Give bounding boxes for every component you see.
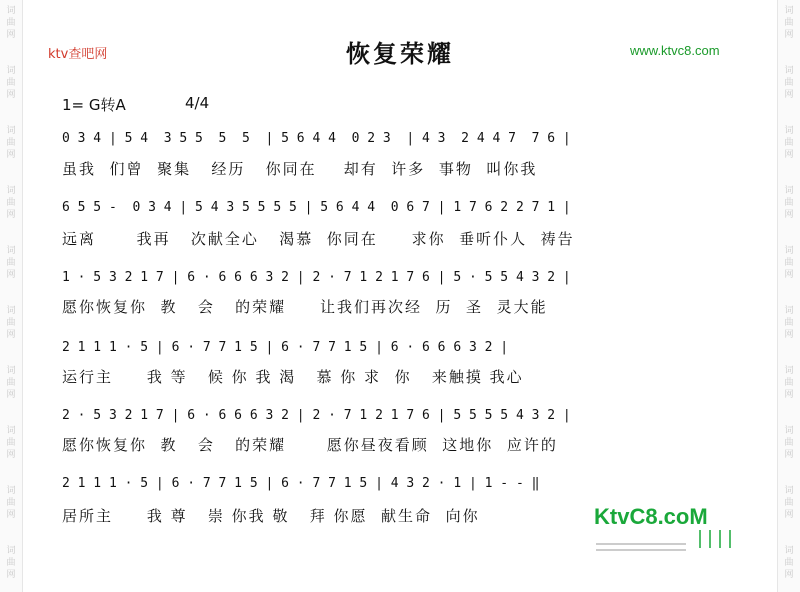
margin-mark: 曲 xyxy=(6,198,16,208)
margin-mark: 词 xyxy=(6,6,16,16)
margin-mark: 词 xyxy=(6,366,16,376)
margin-mark: 网 xyxy=(6,90,16,100)
song-title: 恢复荣耀 xyxy=(346,39,454,68)
margin-mark: 网 xyxy=(6,510,16,520)
margin-mark: 词 xyxy=(6,66,16,76)
notation-line-5: 2 · 5 3 2 1 7 | 6 · 6 6 6 3 2 | 2 · 7 1 2 1 7 6 | 5 5 5 5 4 3 2 | xyxy=(62,408,571,423)
margin-mark: 曲 xyxy=(784,198,794,208)
notation-line-3: 1 · 5 3 2 1 7 | 6 · 6 6 6 3 2 | 2 · 7 1 2 1 7 6 | 5 · 5 5 4 3 2 | xyxy=(62,270,571,285)
margin-mark: 曲 xyxy=(6,258,16,268)
time-signature: 4/4 xyxy=(185,94,210,112)
notation-line-1: 0 3 4 | 5 4 3 5 5 5 5 | 5 6 4 4 0 2 3 | 4 3 2 4 4 7 7 6 | xyxy=(62,131,571,146)
margin-mark: 网 xyxy=(784,510,794,520)
site-url: www.ktvc8.com xyxy=(630,43,720,58)
margin-mark: 曲 xyxy=(784,378,794,388)
right-margin xyxy=(777,0,800,592)
margin-mark: 网 xyxy=(784,30,794,40)
margin-mark: 网 xyxy=(784,390,794,400)
margin-mark: 词 xyxy=(784,66,794,76)
margin-mark: 曲 xyxy=(784,138,794,148)
margin-mark: 网 xyxy=(784,450,794,460)
margin-mark: 曲 xyxy=(784,258,794,268)
site-logo: ktv查吧网 xyxy=(48,47,108,62)
left-margin xyxy=(0,0,23,592)
margin-mark: 词 xyxy=(784,186,794,196)
notation-line-4: 2 1 1 1 · 5 | 6 · 7 7 1 5 | 6 · 7 7 1 5 | 6 · 6 6 6 3 2 | xyxy=(62,340,509,355)
margin-mark: 词 xyxy=(6,546,16,556)
margin-mark: 曲 xyxy=(6,438,16,448)
margin-mark: 网 xyxy=(784,150,794,160)
margin-mark: 词 xyxy=(6,126,16,136)
margin-mark: 网 xyxy=(6,330,16,340)
margin-mark: 曲 xyxy=(784,498,794,508)
margin-mark: 网 xyxy=(784,330,794,340)
margin-mark: 曲 xyxy=(784,18,794,28)
margin-mark: 网 xyxy=(6,30,16,40)
margin-mark: 词 xyxy=(6,246,16,256)
margin-mark: 词 xyxy=(784,306,794,316)
margin-mark: 网 xyxy=(784,570,794,580)
margin-mark: 网 xyxy=(784,210,794,220)
margin-mark: 网 xyxy=(784,270,794,280)
lyric-line-3: 愿你恢复你 教 会 的荣耀 让我们再次经 历 圣 灵大能 xyxy=(62,298,548,316)
margin-mark: 曲 xyxy=(6,138,16,148)
margin-mark: 词 xyxy=(784,486,794,496)
watermark-text: KtvC8.coM xyxy=(594,504,708,529)
margin-mark: 词 xyxy=(784,426,794,436)
lyric-line-5: 愿你恢复你 教 会 的荣耀 愿你昼夜看顾 这地你 应许的 xyxy=(62,436,558,454)
margin-mark: 词 xyxy=(6,486,16,496)
margin-mark: 曲 xyxy=(784,318,794,328)
lyric-line-1: 虽我 们曾 聚集 经历 你同在 却有 许多 事物 叫你我 xyxy=(62,160,538,178)
margin-mark: 网 xyxy=(6,450,16,460)
margin-mark: 曲 xyxy=(784,78,794,88)
margin-mark: 曲 xyxy=(6,318,16,328)
margin-mark: 网 xyxy=(784,90,794,100)
margin-mark: 曲 xyxy=(6,18,16,28)
margin-mark: 曲 xyxy=(6,498,16,508)
lyric-line-2: 远离 我再 次献全心 渴慕 你同在 求你 垂听仆人 祷告 xyxy=(62,230,575,248)
margin-mark: 词 xyxy=(784,126,794,136)
margin-mark: 词 xyxy=(784,246,794,256)
notation-line-6: 2 1 1 1 · 5 | 6 · 7 7 1 5 | 6 · 7 7 1 5 | 4 3 2 · 1 | 1 - - ‖ xyxy=(62,476,540,491)
margin-mark: 网 xyxy=(6,270,16,280)
margin-mark: 词 xyxy=(784,546,794,556)
lyric-line-6: 居所主 我 尊 崇 你我 敬 拜 你愿 献生命 向你 xyxy=(62,507,480,525)
margin-mark: 词 xyxy=(784,366,794,376)
margin-mark: 网 xyxy=(6,210,16,220)
key-signature: 1= G转A xyxy=(62,96,126,114)
margin-mark: 曲 xyxy=(6,558,16,568)
margin-mark: 词 xyxy=(784,6,794,16)
margin-mark: 曲 xyxy=(784,558,794,568)
notation-line-2: 6 5 5 - 0 3 4 | 5 4 3 5 5 5 5 | 5 6 4 4 0 6 7 | 1 7 6 2 2 7 1 | xyxy=(62,200,571,215)
margin-mark: 曲 xyxy=(6,78,16,88)
watermark-logo xyxy=(590,500,745,558)
margin-mark: 曲 xyxy=(784,438,794,448)
lyric-line-4: 运行主 我 等 候 你 我 渴 慕 你 求 你 来触摸 我心 xyxy=(62,368,524,386)
margin-mark: 网 xyxy=(6,570,16,580)
margin-mark: 网 xyxy=(6,150,16,160)
margin-mark: 词 xyxy=(6,306,16,316)
margin-mark: 词 xyxy=(6,426,16,436)
margin-mark: 曲 xyxy=(6,378,16,388)
margin-mark: 网 xyxy=(6,390,16,400)
margin-mark: 词 xyxy=(6,186,16,196)
